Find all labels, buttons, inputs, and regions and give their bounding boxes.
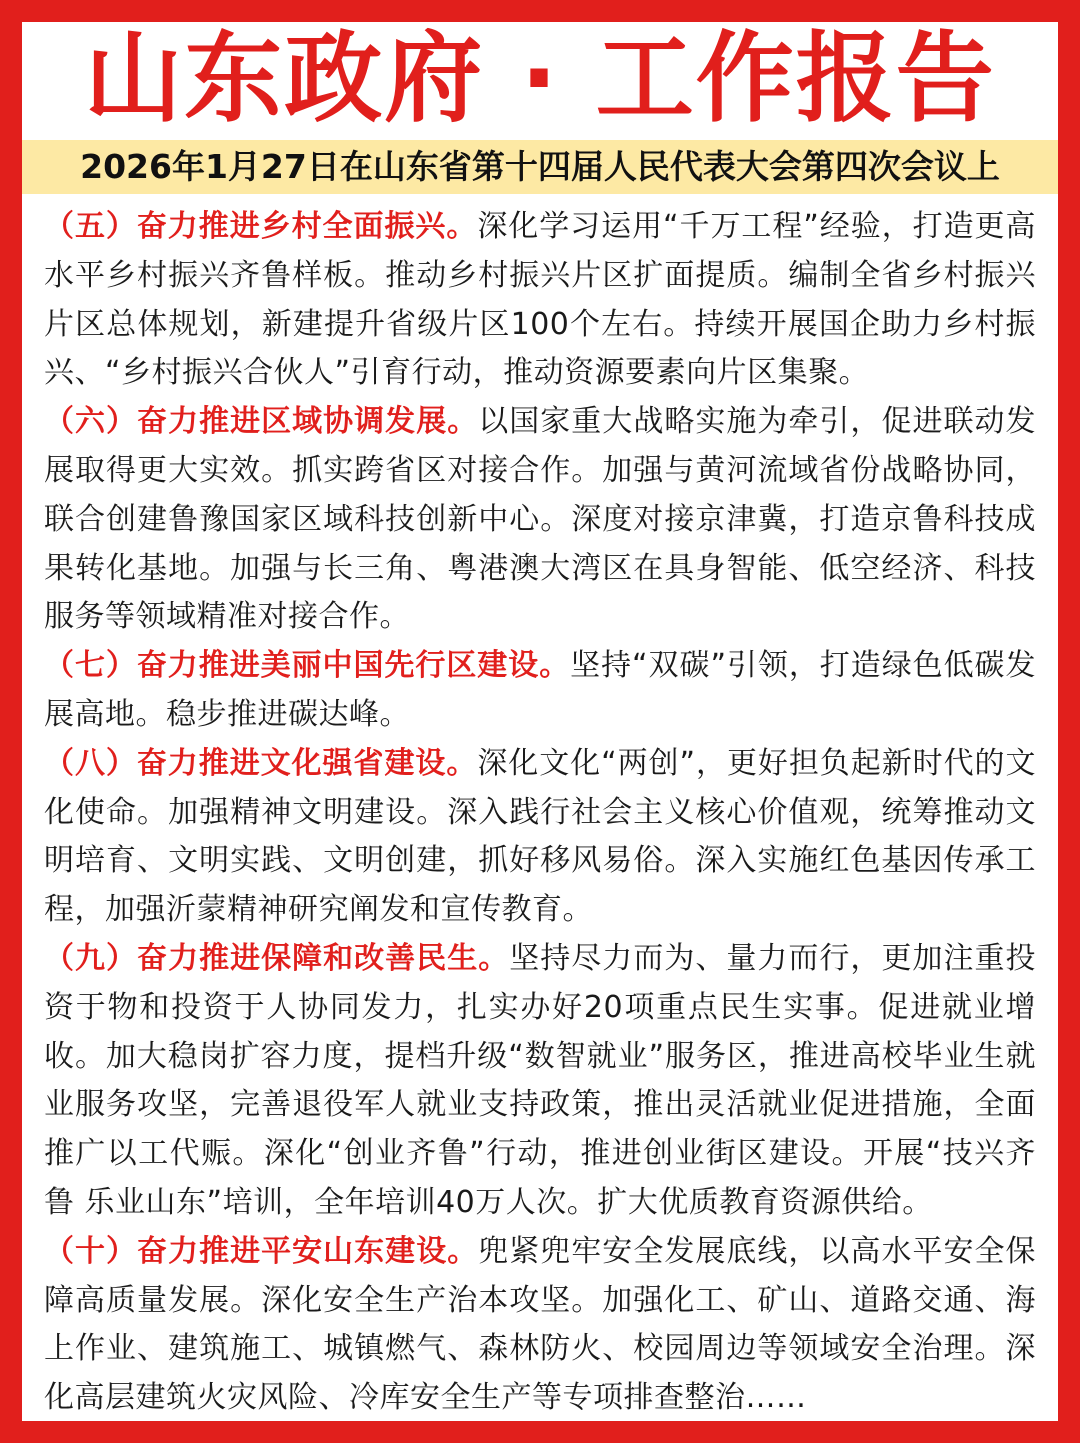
report-date-subtitle: 2026年1月27日在山东省第十四届人民代表大会第四次会议上 bbox=[80, 147, 1000, 186]
page-title: 山东政府 · 工作报告 bbox=[84, 22, 996, 136]
section-nine bbox=[44, 935, 1036, 1228]
section-seven bbox=[44, 642, 1036, 740]
section-heading: （七）奋力推进美丽中国先行区建设。 bbox=[44, 648, 571, 684]
section-body: 坚持“双碳”引领，打造绿色低碳发展高地。稳步推进碳达峰。 bbox=[44, 648, 1036, 732]
section-body: 坚持尽力而为、量力而行，更加注重投资于物和投资于人协同发力，扎实办好20项重点民生实事。促进就业增收。加大稳岗扩容力度，提档升级“数智就业”服务区，推进高校毕业生就业服务攻坚，完善退役军人就业支持政策，推出灵活就业促进措施，全面推广以工代赈。深化“创业齐鲁”行动，推进创业街区建设。开展“技兴齐鲁 乐业山东”培训，全年培训40万人次。扩大优质教育资源供给。 bbox=[44, 940, 1037, 1220]
subtitle-band bbox=[22, 140, 1058, 194]
section-body: 深化文化“两创”，更好担负起新时代的文化使命。加强精神文明建设。深入践行社会主义核心价值观，统筹推动文明培育、文明实践、文明创建，抓好移风易俗。深入实施红色基因传承工程，加强沂蒙精神研究阐发和宣传教育。 bbox=[44, 745, 1036, 928]
section-body: 兜紧兜牢安全发展底线，以高水平安全保障高质量发展。深化安全生产治本攻坚。加强化工、矿山、道路交通、海上作业、建筑施工、城镇燃气、森林防火、校园周边等领域安全治理。深化高层建筑火灾风险、冷库安全生产等专项排查整治…… bbox=[44, 1233, 1037, 1416]
section-five bbox=[44, 203, 1036, 398]
section-body: 深化学习运用“千万工程”经验，打造更高水平乡村振兴齐鲁样板。推动乡村振兴片区扩面提质。编制全省乡村振兴片区总体规划，新建提升省级片区100个左右。持续开展国企助力乡村振兴、“乡村振兴合伙人”引育行动，推动资源要素向片区集聚。 bbox=[44, 209, 1036, 391]
section-heading: （九）奋力推进保障和改善民生。 bbox=[44, 940, 510, 976]
section-ten bbox=[44, 1228, 1036, 1423]
section-six bbox=[44, 398, 1036, 642]
report-content bbox=[44, 203, 1036, 1423]
section-heading: （六）奋力推进区域协调发展。 bbox=[44, 404, 479, 440]
section-heading: （八）奋力推进文化强省建设。 bbox=[44, 745, 478, 781]
section-heading: （五）奋力推进乡村全面振兴。 bbox=[44, 209, 478, 244]
section-heading: （十）奋力推进平安山东建设。 bbox=[44, 1233, 479, 1269]
section-body: 以国家重大战略实施为牵引，促进联动发展取得更大实效。抓实跨省区对接合作。加强与黄河流域省份战略协同，联合创建鲁豫国家区域科技创新中心。深度对接京津冀，打造京鲁科技成果转化基地。加强与长三角、粤港澳大湾区在具身智能、低空经济、科技服务等领域精准对接合作。 bbox=[44, 404, 1037, 635]
section-eight bbox=[44, 740, 1036, 935]
